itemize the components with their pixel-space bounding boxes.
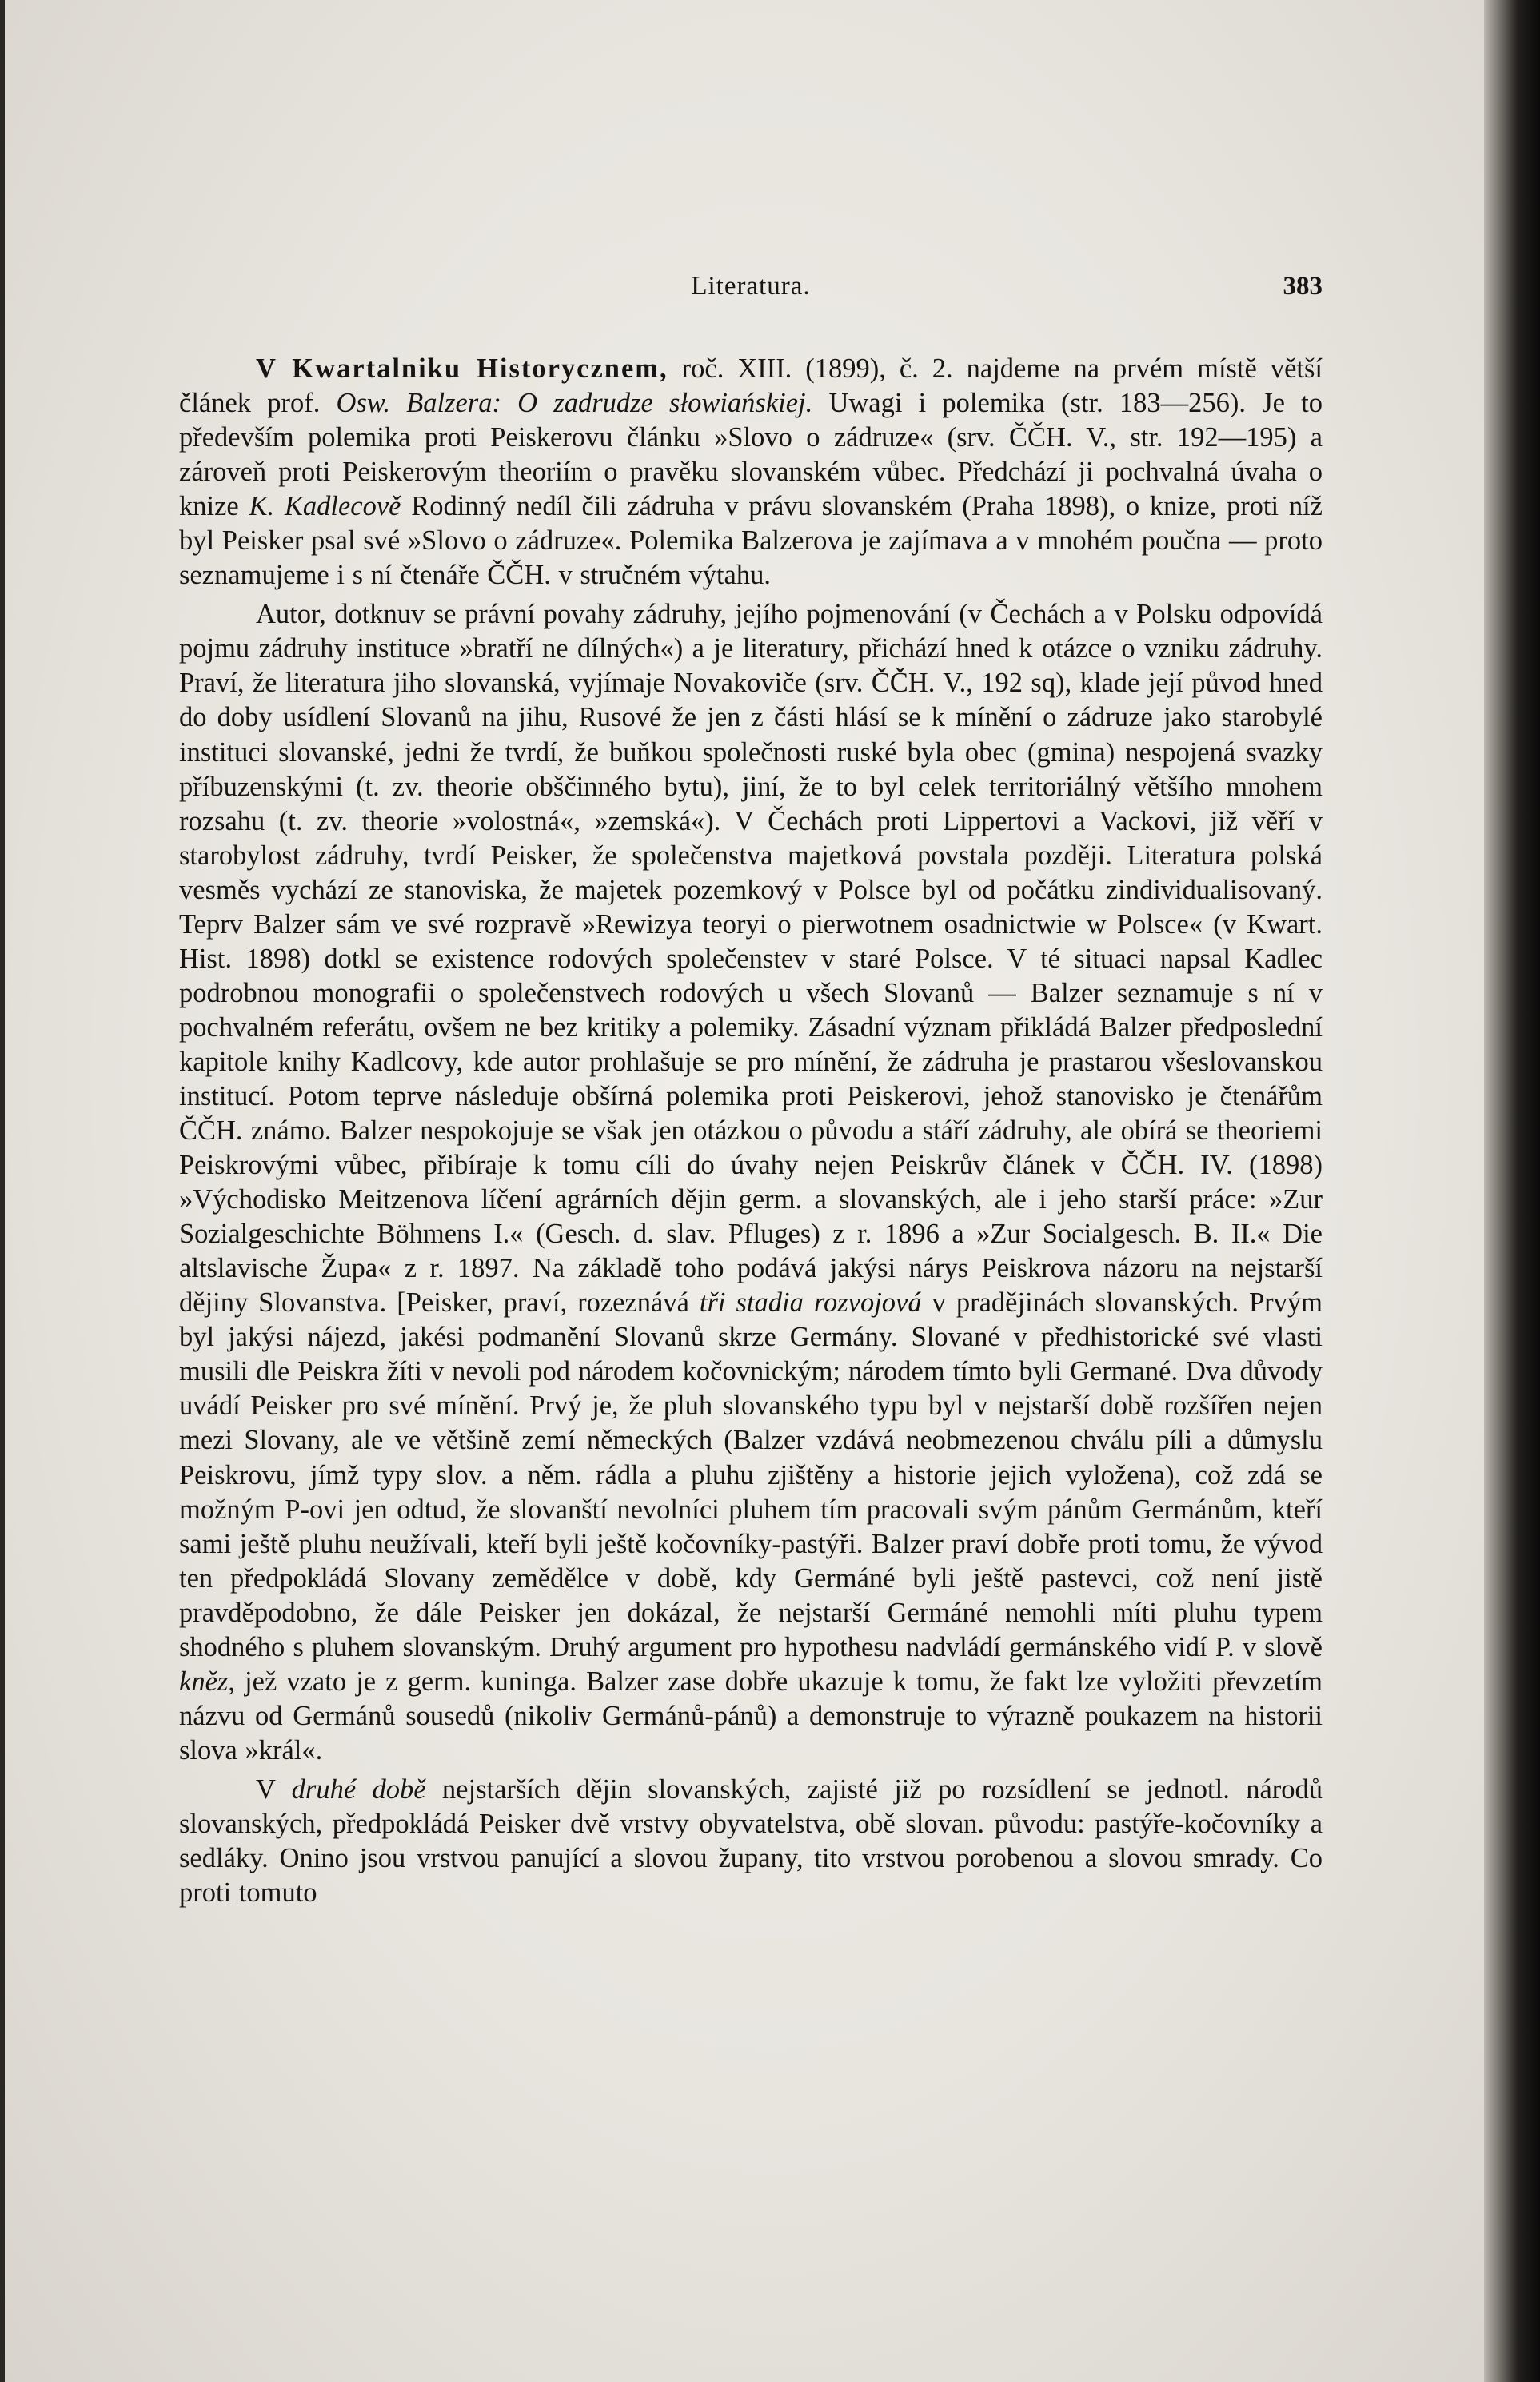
scan-left-edge (0, 0, 5, 2382)
text-run: druhé době (291, 1774, 426, 1805)
text-run: roč. XIII. (1899), č. 2. najdeme na prvém místě větší článek prof. (179, 353, 1323, 419)
text-run: , jež vzato je z germ. kuninga. Balzer zase dobře ukazuje k tomu, že fakt lze vyložiti převzetím názvu od Germánů sousedů (nikoliv Germánů-pánů) a demonstruje to výrazně poukazem na historii slova »král«. (179, 1666, 1323, 1766)
text-run: Uwagi i polemika (str. 183—256). Je to především polemika proti Peiskerovu článku »Slovo o zádruze« (srv. ČČH. V., str. 192—195) a zároveň proti Peiskerovým theoriím o pravěku slovanském vůbec. Předchází ji pochvalná úvaha o knize (179, 388, 1323, 522)
text-run: V Kwartalniku Historycznem, (256, 353, 668, 384)
text-run: K. Kadlecově (249, 491, 401, 522)
paragraph-kwartalnik-intro (179, 352, 1323, 593)
text-run: v pradějinách slovanských. Prvým byl jakýsi nájezd, jakési podmanění Slovanů skrze Germány. Slované v předhistorické své vlasti musili dle Peiskra žíti v nevoli pod národem kočovnickým; národem tímto byli Germané. Dva důvody uvádí Peisker pro své mínění. Prvý je, že pluh slovanského typu byl v nejstarší době rozšířen nejen mezi Slovany, ale ve většině zemí německých (Balzer vzdává neobmezenou chválu píli a důmyslu Peiskrovu, jímž typy slov. a něm. rádla a pluhu zjištěny a historie jejich vyložena), což zdá se možným P-ovi jen odtud, že slovanští nevolníci pluhem tím pracovali svým pánům Germánům, kteří sami ještě pluhu neužívali, kteří byli ještě kočovníky-pastýři. Balzer praví dobře proti tomu, že vývod ten předpokládá Slovany zemědělce v době, kdy Germáné byli ještě pastevci, což není jistě pravděpodobno, že dále Peisker jen dokázal, že nejstarší Germáné nemohli míti pluhu typem shodného s pluhem slovanským. Druhý argument pro hypothesu nadvládí germánského vidí P. v slově (179, 1287, 1323, 1662)
text-run: Osw. Balzera: O zadrudze słowiańskiej. (336, 388, 813, 419)
page-content (179, 272, 1323, 1910)
paragraph-author-summary (179, 597, 1323, 1768)
text-run: V (256, 1774, 292, 1805)
text-run: kněz (179, 1666, 229, 1697)
text-run: Autor, dotknuv se právní povahy zádruhy, jejího pojmenování (v Čechách a v Polsku odpovídá pojmu zádruhy instituce »bratří ne dílných«) a je literatury, přichází hned k otázce o vzniku zádruhy. Praví, že literatura jiho slovanská, vyjímaje Novakoviče (srv. ČČH. V., 192 sq), klade její původ hned do doby usídlení Slovanů na jihu, Rusové že jen z části hlásí se k mínění o zádruze jako starobylé instituci slovanské, jedni že tvrdí, že buňkou společnosti ruské byla obec (gmina) nespojená svazky příbuzenskými (t. zv. theorie obščinného bytu), jiní, že to byl celek territoriálný většího mnohem rozsahu (t. zv. theorie »volostná«, »zemská«). V Čechách proti Lippertovi a Vackovi, již věří v starobylost zádruhy, tvrdí Peisker, že společenstva majetková povstala později. Literatura polská vesměs vychází ze stanoviska, že majetek pozemkový v Polsce byl od počátku zindividualisovaný. Teprv Balzer sám ve své rozpravě »Rewizya teoryi o pierwotnem osadnictwie w Polsce« (v Kwart. Hist. 1898) dotkl se existence rodových společenstev v staré Polsce. V té situaci napsal Kadlec podrobnou monografii o společenstvech rodových u všech Slovanů — Balzer seznamuje s ní v pochvalném referátu, ovšem ne bez kritiky a polemiky. Zásadní význam přikládá Balzer předposlední kapitole knihy Kadlcovy, kde autor prohlašuje se pro mínění, že zádruha je prastarou všeslovanskou institucí. Potom teprve následuje obšírná polemika proti Peiskerovi, jehož stanovisko je čtenářům ČČH. známo. Balzer nespokojuje se však jen otázkou o původu a stáří zádruhy, ale obírá se theoriemi Peiskrovými vůbec, přibíraje k tomu cíli do úvahy nejen Peiskrův článek v ČČH. IV. (1898) »Východisko Meitzenova líčení agrárních dějin germ. a slovanských, ale i jeho starší práce: »Zur Sozialgeschichte Böhmens I.« (Gesch. d. slav. Pfluges) z r. 1896 a »Zur Socialgesch. B. II.« Die altslavische Župa« z r. 1897. Na základě toho podává jakýsi nárys Peiskrova názoru na nejstarší dějiny Slovanstva. [Peisker, praví, rozeznává (179, 599, 1323, 1319)
page-number: 383 (1283, 272, 1323, 301)
scan-right-edge (1484, 0, 1540, 2382)
paragraph-second-period (179, 1773, 1323, 1910)
text-run: Rodinný nedíl čili zádruha v právu slovanském (Praha 1898), o knize, proti níž byl Peisker psal své »Slovo o zádruze«. Polemika Balzerova je zajímava a v mnohém poučna — proto seznamujeme i s ní čtenáře ČČH. v stručném výtahu. (179, 491, 1323, 591)
text-run: tři stadia rozvojová (699, 1287, 922, 1319)
running-title: Literatura. (691, 272, 811, 301)
running-head (179, 272, 1323, 320)
text-run: nejstarších dějin slovanských, zajisté již po rozsídlení se jednotl. národů slovanských, předpokládá Peisker dvě vrstvy obyvatelstva, obě slovan. původu: pastýře-kočovníky a sedláky. Onino jsou vrstvou panující a slovou župany, tito vrstvou porobenou a slovou smrady. Co proti tomuto (179, 1774, 1323, 1909)
